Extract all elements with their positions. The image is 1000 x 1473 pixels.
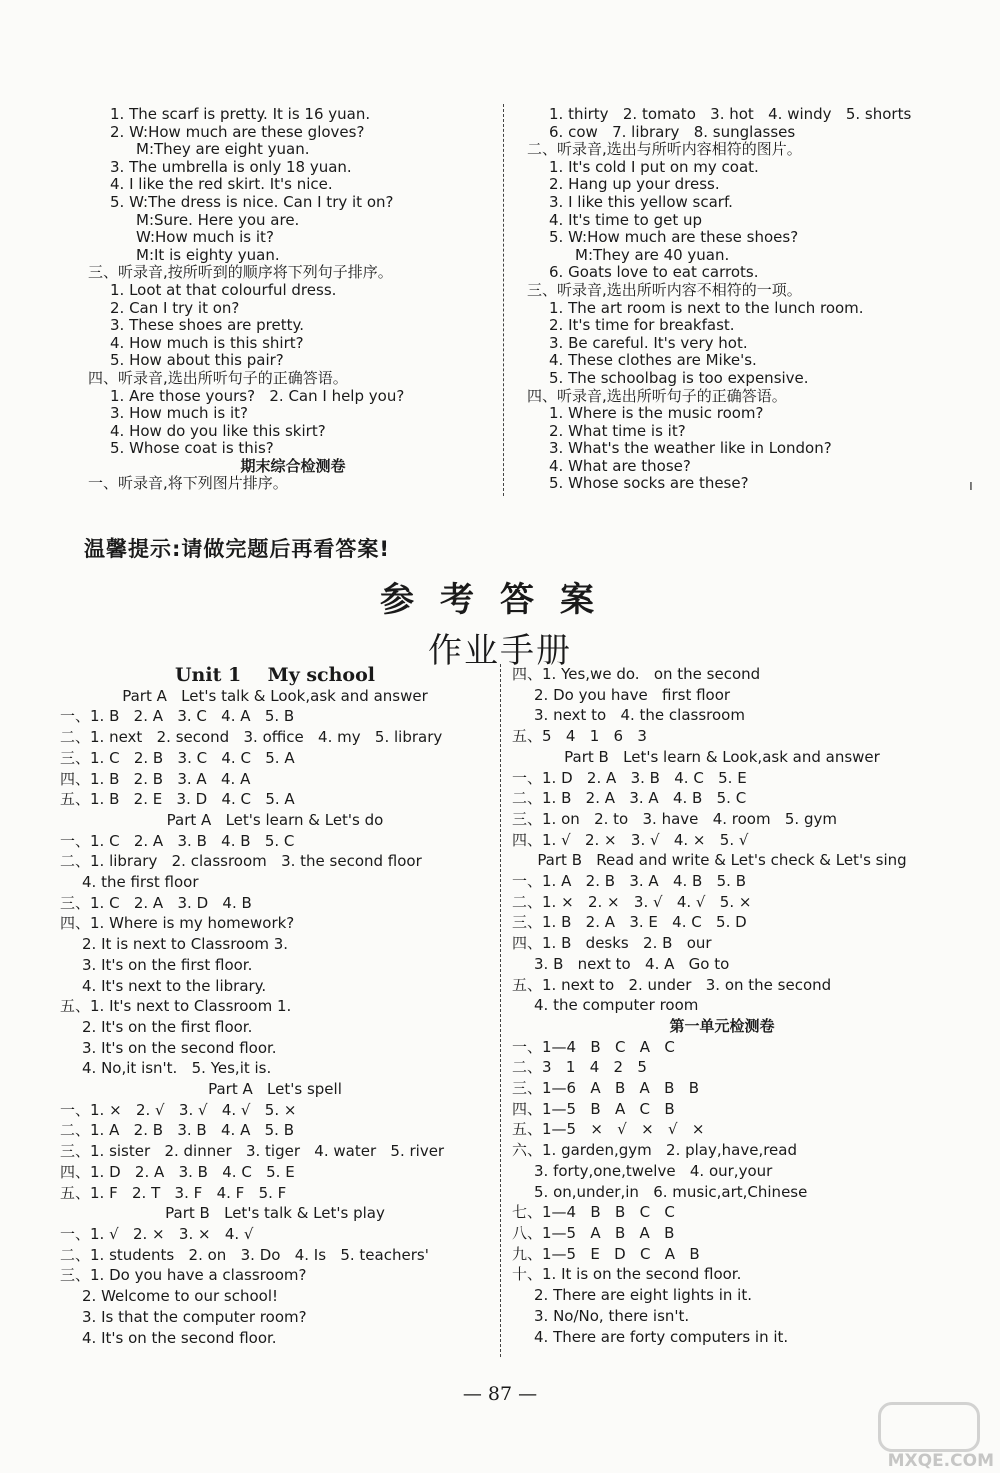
text-line: 3. It's on the first floor.	[82, 955, 253, 974]
text-line: Part B Read and write & Let's check & Let's sing	[537, 851, 907, 870]
watermark-text: MXQE.COM	[887, 1451, 994, 1471]
text-line: 2. Hang up your dress.	[549, 175, 720, 194]
text-line: 5. Whose socks are these?	[549, 474, 749, 493]
text-line: 4. It's next to the library.	[82, 976, 267, 995]
bottom-right-column	[512, 664, 932, 1347]
text-line: 五、1. F 2. T 3. F 4. F 5. F	[60, 1183, 287, 1202]
text-line: 5. W:How much are these shoes?	[549, 228, 799, 247]
text-line: 2. What time is it?	[549, 421, 686, 440]
text-line: Part B Let's learn & Look,ask and answer	[564, 747, 880, 766]
text-line: 一、1. C 2. A 3. B 4. B 5. C	[60, 831, 295, 850]
text-line: 二、1. B 2. A 3. A 4. B 5. C	[512, 789, 747, 808]
text-line: 4. How do you like this skirt?	[110, 421, 326, 440]
text-line: 3. How much is it?	[110, 404, 248, 423]
text-line: 三、1. C 2. B 3. C 4. C 5. A	[60, 748, 295, 767]
watermark	[858, 1398, 998, 1473]
text-line: 3. It's on the second floor.	[82, 1038, 277, 1057]
text-line: 3. What's the weather like in London?	[549, 439, 832, 458]
homework-handbook-heading: 作业手册	[428, 631, 572, 671]
bottom-column-divider	[500, 664, 501, 1357]
text-line: 6. cow 7. library 8. sunglasses	[549, 122, 796, 141]
text-line: 四、听录音,选出所听句子的正确答语。	[88, 368, 348, 387]
text-line: 五、5 4 1 6 3	[512, 727, 647, 746]
text-line: 1. Loot at that colourful dress.	[110, 280, 337, 299]
text-line: 3. B next to 4. A Go to	[534, 954, 730, 973]
text-line: 三、听录音,按所听到的顺序将下列句子排序。	[88, 263, 393, 282]
text-line: 3. next to 4. the classroom	[534, 706, 745, 725]
text-line: 二、1. A 2. B 3. B 4. A 5. B	[60, 1121, 295, 1140]
answers-heading: 参考答案	[380, 580, 620, 620]
text-line: 四、1. Where is my homework?	[60, 914, 295, 933]
text-line: M:It is eighty yuan.	[136, 245, 280, 264]
text-line: 三、1. C 2. A 3. D 4. B	[60, 893, 252, 912]
text-line: 五、1. It's next to Classroom 1.	[60, 997, 292, 1016]
text-line: 一、1. × 2. √ 3. √ 4. √ 5. ×	[60, 1100, 297, 1119]
text-line: 4. It's time to get up	[549, 210, 703, 229]
text-line: Part A Let's learn & Let's do	[166, 810, 384, 829]
text-line: 3. forty,one,twelve 4. our,your	[534, 1161, 773, 1180]
text-line: 四、听录音,选出所听句子的正确答语。	[527, 386, 787, 405]
text-line: 二、3 1 4 2 5	[512, 1058, 647, 1077]
text-line: 四、1. D 2. A 3. B 4. C 5. E	[60, 1162, 295, 1181]
text-line: 4. It's on the second floor.	[82, 1328, 277, 1347]
text-line: 4. There are forty computers in it.	[534, 1327, 789, 1346]
text-line: 3. These shoes are pretty.	[110, 316, 304, 335]
text-line: 4. I like the red skirt. It's nice.	[110, 175, 333, 194]
text-line: 一、听录音,将下列图片排序。	[88, 474, 288, 493]
page-number: — 87 —	[462, 1383, 538, 1405]
text-line: 四、1. B 2. B 3. A 4. A	[60, 769, 251, 788]
text-line: 四、1. √ 2. × 3. √ 4. × 5. √	[512, 830, 749, 849]
text-line: 3. I like this yellow scarf.	[549, 192, 733, 211]
text-line: 4. How much is this shirt?	[110, 333, 304, 352]
text-line: 5. How about this pair?	[110, 351, 284, 370]
text-line: 四、1. Yes,we do. on the second	[512, 665, 761, 683]
watermark-logo-icon	[878, 1402, 980, 1452]
text-line: 二、1. × 2. × 3. √ 4. √ 5. ×	[512, 892, 752, 911]
top-left-column	[88, 106, 498, 493]
text-line: 八、1—5 A B A B	[512, 1223, 675, 1242]
text-line: 2. Can I try it on?	[110, 298, 240, 317]
text-line: 四、1. B desks 2. B our	[512, 934, 712, 953]
text-line: 三、听录音,选出所听内容不相符的一项。	[527, 280, 802, 299]
text-line: 6. Goats love to eat carrots.	[549, 263, 759, 282]
text-line: M:They are 40 yuan.	[575, 245, 730, 264]
text-line: 一、1. √ 2. × 3. × 4. √	[60, 1224, 254, 1243]
text-line: 三、1—6 A B A B B	[512, 1079, 700, 1098]
text-line: 七、1—4 B B C C	[512, 1203, 675, 1222]
text-line: 4. No,it isn't. 5. Yes,it is.	[82, 1059, 272, 1078]
text-line: 5. Whose coat is this?	[110, 439, 274, 458]
text-line: Part A Let's talk & Look,ask and answer	[122, 686, 428, 705]
text-line: 1. The art room is next to the lunch room.	[549, 298, 864, 317]
text-line: 2. It is next to Classroom 3.	[82, 935, 289, 954]
text-line: Part A Let's spell	[208, 1080, 342, 1099]
text-line: 2. It's time for breakfast.	[549, 316, 735, 335]
text-line: 二、听录音,选出与所听内容相符的图片。	[527, 140, 802, 159]
text-line: 二、1. students 2. on 3. Do 4. Is 5. teachers'	[60, 1245, 429, 1264]
text-line: 一、1—4 B C A C	[512, 1037, 675, 1056]
text-line: 三、1. sister 2. dinner 3. tiger 4. water 5. river	[60, 1142, 445, 1161]
text-line: 4. What are those?	[549, 456, 691, 475]
text-line: 五、1. next to 2. under 3. on the second	[512, 975, 832, 994]
text-line: 2. It's on the first floor.	[82, 1017, 253, 1036]
text-line: 1. Where is the music room?	[549, 404, 764, 423]
text-line: 4. the computer room	[534, 996, 699, 1015]
text-line: 九、1—5 E D C A B	[512, 1244, 700, 1263]
text-line: 4. These clothes are Mike's.	[549, 351, 757, 370]
text-line: 3. The umbrella is only 18 yuan.	[110, 157, 352, 176]
text-line: 一、1. B 2. A 3. C 4. A 5. B	[60, 707, 295, 726]
top-column-divider	[503, 104, 504, 496]
text-line: 5. W:The dress is nice. Can I try it on?	[110, 192, 394, 211]
text-line: 十、1. It is on the second floor.	[512, 1265, 742, 1284]
text-line: 一、1. D 2. A 3. B 4. C 5. E	[512, 768, 747, 787]
reminder-tip: 温馨提示:请做完题后再看答案!	[84, 537, 390, 561]
text-line: 2. Welcome to our school!	[82, 1287, 279, 1306]
text-line: Unit 1 My school	[174, 664, 375, 686]
text-line: 三、1. on 2. to 3. have 4. room 5. gym	[512, 809, 837, 828]
text-line: 六、1. garden,gym 2. play,have,read	[512, 1141, 797, 1160]
text-line: 1. Are those yours? 2. Can I help you?	[110, 386, 405, 405]
text-line: 5. on,under,in 6. music,art,Chinese	[534, 1182, 808, 1201]
text-line: 一、1. A 2. B 3. A 4. B 5. B	[512, 872, 747, 891]
text-line: Part B Let's talk & Let's play	[165, 1204, 385, 1223]
text-line: 2. Do you have first floor	[534, 685, 731, 704]
text-line: 五、1—5 × √ × √ ×	[512, 1120, 705, 1139]
text-line: 3. No/No, there isn't.	[534, 1306, 690, 1325]
text-line: 1. The scarf is pretty. It is 16 yuan.	[110, 105, 371, 123]
text-line: 5. The schoolbag is too expensive.	[549, 368, 809, 387]
text-line: M:Sure. Here you are.	[136, 210, 300, 229]
top-right-column	[527, 106, 957, 493]
text-line: 2. W:How much are these gloves?	[110, 122, 365, 141]
text-line: 三、1. B 2. A 3. E 4. C 5. D	[512, 913, 747, 932]
text-line: 三、1. Do you have a classroom?	[60, 1266, 307, 1285]
text-line: 2. There are eight lights in it.	[534, 1286, 752, 1305]
text-line: M:They are eight yuan.	[136, 140, 310, 159]
text-line: 第一单元检测卷	[669, 1016, 775, 1035]
text-line: 1. thirty 2. tomato 3. hot 4. windy 5. shorts	[549, 105, 912, 123]
text-line: 期末综合检测卷	[240, 456, 346, 475]
text-line: 1. It's cold I put on my coat.	[549, 157, 759, 176]
text-line: 3. Be careful. It's very hot.	[549, 333, 748, 352]
stray-mark: ı	[969, 478, 973, 494]
text-line: 二、1. library 2. classroom 3. the second floor	[60, 852, 422, 871]
bottom-left-column	[60, 665, 490, 1348]
text-line: 五、1. B 2. E 3. D 4. C 5. A	[60, 790, 295, 809]
text-line: 二、1. next 2. second 3. office 4. my 5. library	[60, 728, 443, 747]
text-line: 4. the first floor	[82, 873, 199, 892]
text-line: 四、1—5 B A C B	[512, 1099, 675, 1118]
text-line: W:How much is it?	[136, 228, 274, 247]
text-line: 3. Is that the computer room?	[82, 1307, 307, 1326]
